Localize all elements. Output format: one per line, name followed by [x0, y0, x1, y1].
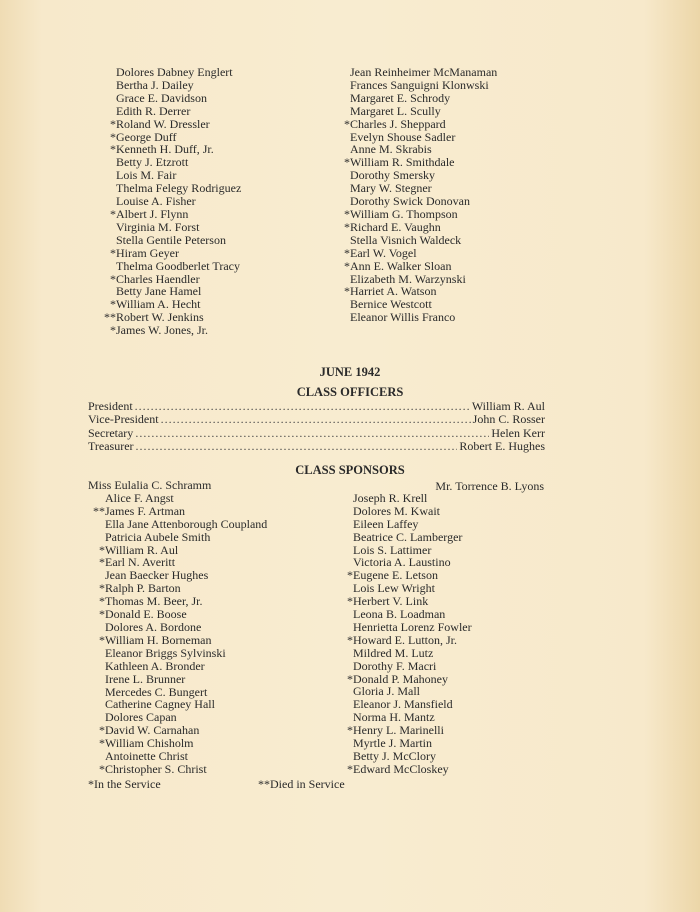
name-entry: *Edward McCloskey [347, 761, 449, 776]
name-entry: Evelyn Shouse Sadler [350, 129, 456, 144]
name-entry: *Earl W. Vogel [344, 245, 417, 260]
name-entry: *Hiram Geyer [110, 245, 179, 260]
name-entry: Dolores Dabney Englert [116, 65, 233, 79]
name-entry: Betty Jane Hamel [116, 284, 202, 299]
officer-row [88, 440, 545, 453]
name-entry: Eleanor J. Mansfield [353, 697, 453, 712]
name-entry: Margaret L. Scully [350, 103, 441, 118]
name-entry: Henrietta Lorenz Fowler [353, 619, 472, 634]
officer-row [88, 400, 545, 413]
leader-dots [136, 440, 458, 453]
name-entry: Gloria J. Mall [353, 684, 420, 699]
name-entry: *Herbert V. Link [347, 594, 429, 609]
name-entry: Grace E. Davidson [116, 90, 207, 105]
name-entry: *William G. Thompson [344, 206, 458, 221]
name-entry: *Charles Haendler [110, 271, 200, 286]
officers-heading: CLASS OFFICERS [296, 385, 404, 399]
sponsor-class-list-right [347, 490, 472, 776]
name-list-top-right [344, 65, 498, 325]
officers-list [88, 400, 545, 454]
name-entry: *Roland W. Dressler [110, 116, 210, 131]
name-entry: Dolores Capan [105, 710, 177, 725]
name-list-top-left [104, 65, 242, 338]
name-entry: Elizabeth M. Warzynski [350, 271, 466, 286]
footnote-died-in-service: **Died in Service [258, 777, 345, 791]
name-entry: Stella Visnich Waldeck [350, 232, 462, 247]
name-entry: Betty J. McClory [353, 749, 436, 764]
name-entry: Louise A. Fisher [116, 194, 196, 209]
name-entry: Alice F. Angst [105, 490, 174, 505]
name-entry: Stella Gentile Peterson [116, 232, 226, 247]
name-entry: Margaret E. Schrody [350, 90, 451, 105]
officer-name: Robert E. Hughes [459, 439, 545, 454]
name-entry: *Richard E. Vaughn [344, 219, 441, 234]
name-entry: Antoinette Christ [105, 749, 188, 764]
name-entry: Eleanor Briggs Sylvinski [105, 645, 226, 660]
leader-dots [135, 427, 489, 440]
name-entry: Eileen Laffey [353, 516, 419, 531]
name-entry: Ella Jane Attenborough Coupland [105, 516, 268, 531]
name-entry: Leona B. Loadman [353, 607, 446, 622]
name-entry: *Thomas M. Beer, Jr. [99, 594, 203, 609]
name-entry: *George Duff [110, 129, 177, 144]
name-entry: Anne M. Skrabis [350, 142, 432, 157]
name-entry: Eleanor Willis Franco [350, 310, 456, 325]
name-entry: Lois M. Fair [116, 168, 177, 183]
name-entry: Thelma Felegy Rodriguez [116, 181, 242, 196]
name-entry: Bertha J. Dailey [116, 77, 194, 92]
name-entry: Betty J. Etzrott [116, 155, 189, 170]
sponsor-list-right [347, 479, 472, 776]
name-entry: *William Chisholm [99, 736, 194, 751]
name-entry: Dorothy F. Macri [353, 658, 437, 673]
name-entry: **Robert W. Jenkins [104, 310, 204, 325]
name-entry: Edith R. Derrer [116, 103, 191, 118]
name-entry: Irene L. Brunner [105, 671, 186, 686]
name-entry: *William R. Smithdale [344, 155, 455, 170]
officer-name: John C. Rosser [472, 412, 545, 427]
name-entry: Catherine Cagney Hall [105, 697, 215, 712]
name-entry: *Albert J. Flynn [110, 206, 189, 221]
officer-role: President [88, 399, 133, 413]
name-entry: Kathleen A. Bronder [105, 658, 205, 673]
name-entry: *Ann E. Walker Sloan [344, 258, 452, 273]
name-entry: Joseph R. Krell [353, 490, 428, 505]
name-entry: Dolores M. Kwait [353, 503, 440, 518]
officer-name: Helen Kerr [491, 425, 545, 440]
sponsor-class-list-left [88, 492, 267, 776]
name-entry: Patricia Aubele Smith [105, 529, 211, 544]
name-entry: *Henry L. Marinelli [347, 723, 444, 738]
name-entry: Virginia M. Forst [116, 219, 200, 234]
name-entry: *Ralph P. Barton [99, 581, 181, 596]
name-entry: Bernice Westcott [350, 297, 432, 312]
name-entry: Jean Baecker Hughes [105, 568, 209, 583]
name-entry: *Eugene E. Letson [347, 568, 438, 583]
name-entry: Dorothy Smersky [350, 168, 435, 183]
name-entry: Jean Reinheimer McManaman [350, 65, 498, 79]
leader-dots [161, 413, 471, 426]
name-entry: Dolores A. Bordone [105, 619, 202, 634]
sponsors-heading: CLASS SPONSORS [295, 463, 405, 477]
name-entry: *James W. Jones, Jr. [110, 323, 209, 338]
name-entry: Mary W. Stegner [350, 181, 432, 196]
footnote-in-service: *In the Service [88, 777, 161, 791]
name-entry: Myrtle J. Martin [353, 736, 432, 751]
name-entry: **James F. Artman [93, 503, 186, 518]
name-entry: Lois S. Lattimer [353, 542, 432, 557]
officer-row [88, 427, 545, 440]
name-entry: Mildred M. Lutz [353, 645, 434, 660]
name-entry: Mercedes C. Bungert [105, 684, 208, 699]
officer-role: Treasurer [88, 439, 134, 454]
name-entry: Lois Lew Wright [353, 581, 435, 596]
name-entry: *William R. Aul [99, 542, 179, 557]
name-entry: Norma H. Mantz [353, 710, 435, 725]
name-entry: *Charles J. Sheppard [344, 116, 446, 131]
name-entry: Victoria A. Laustino [353, 555, 451, 570]
name-entry: *William H. Borneman [99, 632, 212, 647]
name-entry: *Harriet A. Watson [344, 284, 437, 299]
sponsor-list-left [88, 479, 267, 776]
name-entry: Beatrice C. Lamberger [353, 529, 463, 544]
year-heading: JUNE 1942 [319, 365, 381, 379]
name-entry: Thelma Goodberlet Tracy [116, 258, 240, 273]
sponsor-head-right: Mr. Torrence B. Lyons [435, 479, 544, 493]
officer-role: Secretary [88, 425, 134, 440]
sponsor-head-left: Miss Eulalia C. Schramm [88, 478, 212, 492]
name-entry: Dorothy Swick Donovan [350, 194, 470, 209]
officer-row [88, 413, 545, 426]
name-entry: *Christopher S. Christ [99, 761, 207, 776]
name-entry: *Kenneth H. Duff, Jr. [110, 142, 214, 157]
name-entry: Frances Sanguigni Klonwski [350, 77, 489, 92]
name-entry: *Howard E. Lutton, Jr. [347, 632, 457, 647]
officer-name: William R. Aul [471, 399, 545, 413]
name-entry: *Donald E. Boose [99, 607, 187, 622]
name-entry: *William A. Hecht [110, 297, 201, 312]
officer-role: Vice-President [88, 412, 159, 427]
name-entry: *Donald P. Mahoney [347, 671, 448, 686]
name-entry: *Earl N. Averitt [99, 555, 176, 570]
leader-dots [135, 400, 470, 413]
name-entry: *David W. Carnahan [99, 723, 200, 738]
